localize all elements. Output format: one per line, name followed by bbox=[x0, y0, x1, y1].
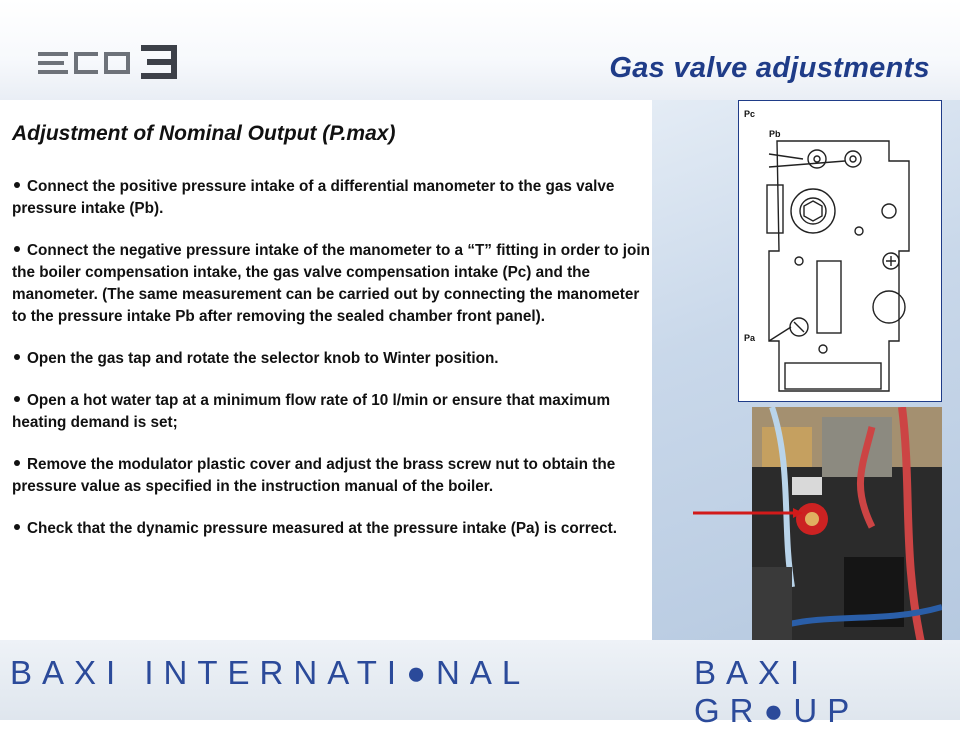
bullet-icon bbox=[14, 524, 20, 530]
list-item-text: Remove the modulator plastic cover and adjust the brass screw nut to obtain the pressure value as specified in the instruction manual of the boiler. bbox=[12, 456, 616, 495]
list-item bbox=[12, 176, 652, 220]
arrow-indicator bbox=[693, 508, 803, 518]
list-item-text: Connect the positive pressure intake of a differential manometer to the gas valve pressure intake (Pb). bbox=[12, 178, 615, 217]
gas-valve-photo bbox=[752, 407, 942, 647]
list-item bbox=[12, 454, 652, 498]
bullet-icon bbox=[14, 460, 20, 466]
pc-label: Pc bbox=[744, 109, 756, 119]
instruction-list bbox=[12, 176, 652, 540]
valve-drawing bbox=[739, 101, 943, 403]
list-item-text: Open a hot water tap at a minimum flow rate of 10 l/min or ensure that maximum heating demand is set; bbox=[12, 392, 611, 431]
list-item-text: Connect the negative pressure intake of the manometer to a “T” fitting in order to join the boiler compensation intake, the gas valve compensation intake (Pc) and the manometer. (The same measurement can be carried out by connecting the manometer to the pressure intake Pb after removing the sealed chamber front panel). bbox=[12, 242, 650, 325]
section-title: Adjustment of Nominal Output (P.max) bbox=[12, 122, 396, 145]
main-content bbox=[12, 122, 652, 560]
photo-illustration bbox=[752, 407, 942, 647]
eco3-logo bbox=[36, 44, 186, 84]
list-item bbox=[12, 240, 652, 328]
gas-valve-diagram bbox=[738, 100, 942, 402]
page-title: Gas valve adjustments bbox=[609, 52, 930, 84]
baxi-group-logo: BAXI GR●UP bbox=[694, 654, 860, 729]
bullet-icon bbox=[14, 396, 20, 402]
list-item-text: Check that the dynamic pressure measured at the pressure intake (Pa) is correct. bbox=[27, 520, 618, 537]
list-item bbox=[12, 348, 652, 370]
list-item bbox=[12, 390, 652, 434]
bullet-icon bbox=[14, 246, 20, 252]
bullet-icon bbox=[14, 182, 20, 188]
pb-label: Pb bbox=[769, 129, 781, 139]
list-item bbox=[12, 518, 652, 540]
pa-label: Pa bbox=[744, 333, 756, 343]
bullet-icon bbox=[14, 354, 20, 360]
baxi-international-logo: BAXI INTERNATI●NAL bbox=[10, 654, 531, 691]
list-item-text: Open the gas tap and rotate the selector knob to Winter position. bbox=[27, 350, 499, 367]
